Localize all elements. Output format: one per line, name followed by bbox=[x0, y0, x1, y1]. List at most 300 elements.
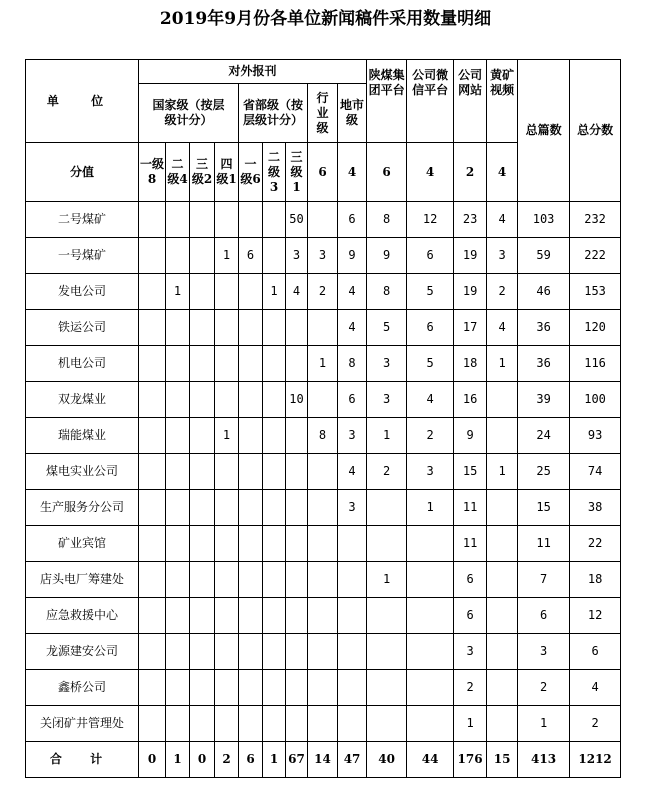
cell-national_1 bbox=[139, 598, 166, 634]
cell-provincial_1 bbox=[239, 670, 263, 706]
cell-video bbox=[487, 634, 518, 670]
cell-provincial_3 bbox=[286, 454, 308, 490]
cell-provincial_2 bbox=[263, 670, 286, 706]
cell-provincial_2 bbox=[263, 310, 286, 346]
cell-group_platform: 8 bbox=[367, 202, 407, 238]
cell-provincial_1 bbox=[239, 454, 263, 490]
unit-name: 煤电实业公司 bbox=[26, 454, 139, 490]
cell-wechat: 6 bbox=[407, 310, 454, 346]
cell-provincial_3: 10 bbox=[286, 382, 308, 418]
header-national: 国家级（按层级计分） bbox=[139, 84, 239, 143]
total-website: 176 bbox=[454, 742, 487, 778]
cell-wechat: 4 bbox=[407, 382, 454, 418]
cell-industry bbox=[308, 490, 338, 526]
cell-industry bbox=[308, 706, 338, 742]
cell-national_2 bbox=[166, 526, 190, 562]
cell-industry: 3 bbox=[308, 238, 338, 274]
cell-provincial_2 bbox=[263, 490, 286, 526]
cell-city: 6 bbox=[338, 382, 367, 418]
cell-total_articles: 36 bbox=[518, 310, 570, 346]
cell-national_2 bbox=[166, 490, 190, 526]
cell-national_1 bbox=[139, 490, 166, 526]
score-cell: 6 bbox=[308, 143, 338, 202]
cell-national_1 bbox=[139, 202, 166, 238]
total-wechat: 44 bbox=[407, 742, 454, 778]
cell-national_4 bbox=[215, 634, 239, 670]
cell-total_score: 74 bbox=[570, 454, 621, 490]
cell-total_articles: 11 bbox=[518, 526, 570, 562]
cell-national_4 bbox=[215, 562, 239, 598]
header-group-platform: 陕煤集团平台 bbox=[367, 60, 407, 143]
total-city: 47 bbox=[338, 742, 367, 778]
cell-national_4 bbox=[215, 382, 239, 418]
cell-national_3 bbox=[190, 310, 215, 346]
table-row bbox=[26, 454, 621, 490]
cell-city: 3 bbox=[338, 490, 367, 526]
cell-national_2 bbox=[166, 310, 190, 346]
cell-industry bbox=[308, 562, 338, 598]
cell-provincial_2 bbox=[263, 202, 286, 238]
cell-national_2 bbox=[166, 634, 190, 670]
total-industry: 14 bbox=[308, 742, 338, 778]
cell-provincial_3 bbox=[286, 310, 308, 346]
cell-national_1 bbox=[139, 670, 166, 706]
cell-industry bbox=[308, 382, 338, 418]
cell-provincial_1 bbox=[239, 418, 263, 454]
cell-total_score: 4 bbox=[570, 670, 621, 706]
cell-national_1 bbox=[139, 382, 166, 418]
cell-website: 6 bbox=[454, 598, 487, 634]
cell-wechat bbox=[407, 562, 454, 598]
cell-provincial_2 bbox=[263, 706, 286, 742]
cell-national_4 bbox=[215, 310, 239, 346]
cell-national_4 bbox=[215, 670, 239, 706]
cell-website: 11 bbox=[454, 490, 487, 526]
header-total-score: 总分数 bbox=[570, 60, 621, 202]
cell-video bbox=[487, 382, 518, 418]
score-cell: 一级8 bbox=[139, 143, 166, 202]
cell-national_2 bbox=[166, 706, 190, 742]
cell-wechat: 1 bbox=[407, 490, 454, 526]
cell-provincial_1 bbox=[239, 310, 263, 346]
cell-industry bbox=[308, 454, 338, 490]
cell-national_2 bbox=[166, 346, 190, 382]
cell-group_platform bbox=[367, 598, 407, 634]
cell-wechat bbox=[407, 634, 454, 670]
cell-city bbox=[338, 598, 367, 634]
unit-name: 发电公司 bbox=[26, 274, 139, 310]
unit-name: 一号煤矿 bbox=[26, 238, 139, 274]
cell-national_2 bbox=[166, 418, 190, 454]
cell-total_score: 153 bbox=[570, 274, 621, 310]
cell-national_3 bbox=[190, 454, 215, 490]
cell-wechat bbox=[407, 706, 454, 742]
cell-total_score: 120 bbox=[570, 310, 621, 346]
cell-national_2 bbox=[166, 238, 190, 274]
cell-national_1 bbox=[139, 454, 166, 490]
cell-city bbox=[338, 526, 367, 562]
cell-provincial_1: 6 bbox=[239, 238, 263, 274]
cell-website: 18 bbox=[454, 346, 487, 382]
score-cell: 6 bbox=[367, 143, 407, 202]
table-row bbox=[26, 526, 621, 562]
cell-total_score: 38 bbox=[570, 490, 621, 526]
cell-provincial_2 bbox=[263, 634, 286, 670]
unit-name: 瑞能煤业 bbox=[26, 418, 139, 454]
cell-video bbox=[487, 670, 518, 706]
cell-provincial_3: 3 bbox=[286, 238, 308, 274]
cell-national_4 bbox=[215, 202, 239, 238]
cell-national_3 bbox=[190, 274, 215, 310]
cell-provincial_1 bbox=[239, 634, 263, 670]
cell-wechat: 5 bbox=[407, 274, 454, 310]
cell-national_2 bbox=[166, 454, 190, 490]
cell-total_score: 18 bbox=[570, 562, 621, 598]
cell-website: 3 bbox=[454, 634, 487, 670]
header-industry: 行业级 bbox=[308, 84, 338, 143]
cell-wechat: 2 bbox=[407, 418, 454, 454]
unit-name: 店头电厂筹建处 bbox=[26, 562, 139, 598]
cell-group_platform: 3 bbox=[367, 382, 407, 418]
cell-video: 4 bbox=[487, 202, 518, 238]
table-row bbox=[26, 310, 621, 346]
cell-industry bbox=[308, 202, 338, 238]
cell-website: 6 bbox=[454, 562, 487, 598]
total-national_3: 0 bbox=[190, 742, 215, 778]
cell-national_3 bbox=[190, 670, 215, 706]
cell-video: 4 bbox=[487, 310, 518, 346]
total-row-label: 合 计 bbox=[26, 742, 139, 778]
table-row bbox=[26, 382, 621, 418]
cell-group_platform bbox=[367, 526, 407, 562]
table-row bbox=[26, 670, 621, 706]
cell-total_articles: 25 bbox=[518, 454, 570, 490]
cell-total_articles: 103 bbox=[518, 202, 570, 238]
header-city: 地市级 bbox=[338, 84, 367, 143]
cell-national_1 bbox=[139, 238, 166, 274]
cell-city: 8 bbox=[338, 346, 367, 382]
cell-video: 1 bbox=[487, 454, 518, 490]
total-national_1: 0 bbox=[139, 742, 166, 778]
cell-video bbox=[487, 706, 518, 742]
cell-provincial_2 bbox=[263, 598, 286, 634]
cell-national_2 bbox=[166, 382, 190, 418]
unit-name: 机电公司 bbox=[26, 346, 139, 382]
cell-wechat: 12 bbox=[407, 202, 454, 238]
cell-video bbox=[487, 598, 518, 634]
cell-provincial_2 bbox=[263, 562, 286, 598]
cell-provincial_3: 4 bbox=[286, 274, 308, 310]
cell-website: 9 bbox=[454, 418, 487, 454]
total-group_platform: 40 bbox=[367, 742, 407, 778]
cell-total_articles: 39 bbox=[518, 382, 570, 418]
cell-national_3 bbox=[190, 238, 215, 274]
table-row bbox=[26, 490, 621, 526]
cell-provincial_1 bbox=[239, 526, 263, 562]
cell-total_score: 222 bbox=[570, 238, 621, 274]
cell-total_articles: 7 bbox=[518, 562, 570, 598]
cell-national_1 bbox=[139, 706, 166, 742]
cell-provincial_1 bbox=[239, 598, 263, 634]
cell-city: 3 bbox=[338, 418, 367, 454]
cell-national_3 bbox=[190, 346, 215, 382]
cell-provincial_2 bbox=[263, 526, 286, 562]
cell-group_platform: 1 bbox=[367, 418, 407, 454]
cell-national_1 bbox=[139, 274, 166, 310]
table-row bbox=[26, 346, 621, 382]
cell-wechat bbox=[407, 526, 454, 562]
unit-name: 二号煤矿 bbox=[26, 202, 139, 238]
cell-national_4: 1 bbox=[215, 238, 239, 274]
total-provincial_1: 6 bbox=[239, 742, 263, 778]
cell-city: 4 bbox=[338, 310, 367, 346]
cell-provincial_1 bbox=[239, 490, 263, 526]
table-row bbox=[26, 418, 621, 454]
total-total_score: 1212 bbox=[570, 742, 621, 778]
cell-national_2 bbox=[166, 598, 190, 634]
cell-provincial_3 bbox=[286, 526, 308, 562]
cell-national_2 bbox=[166, 562, 190, 598]
cell-provincial_3 bbox=[286, 598, 308, 634]
header-unit: 单 位 bbox=[26, 60, 139, 143]
cell-total_score: 100 bbox=[570, 382, 621, 418]
cell-national_3 bbox=[190, 562, 215, 598]
cell-industry bbox=[308, 526, 338, 562]
cell-city: 6 bbox=[338, 202, 367, 238]
cell-total_score: 6 bbox=[570, 634, 621, 670]
cell-group_platform: 9 bbox=[367, 238, 407, 274]
cell-group_platform bbox=[367, 490, 407, 526]
table-row bbox=[26, 274, 621, 310]
page-title: 2019年9月份各单位新闻稿件采用数量明细 bbox=[159, 9, 492, 29]
cell-total_articles: 36 bbox=[518, 346, 570, 382]
cell-industry: 8 bbox=[308, 418, 338, 454]
cell-provincial_1 bbox=[239, 562, 263, 598]
cell-national_3 bbox=[190, 706, 215, 742]
cell-industry: 2 bbox=[308, 274, 338, 310]
unit-name: 鑫桥公司 bbox=[26, 670, 139, 706]
cell-wechat: 5 bbox=[407, 346, 454, 382]
cell-provincial_1 bbox=[239, 706, 263, 742]
table-row bbox=[26, 634, 621, 670]
cell-video bbox=[487, 562, 518, 598]
unit-name: 关闭矿井管理处 bbox=[26, 706, 139, 742]
cell-video: 1 bbox=[487, 346, 518, 382]
cell-national_2 bbox=[166, 202, 190, 238]
total-national_4: 2 bbox=[215, 742, 239, 778]
cell-national_4 bbox=[215, 706, 239, 742]
cell-website: 2 bbox=[454, 670, 487, 706]
cell-total_articles: 59 bbox=[518, 238, 570, 274]
cell-national_3 bbox=[190, 598, 215, 634]
cell-website: 1 bbox=[454, 706, 487, 742]
cell-total_articles: 15 bbox=[518, 490, 570, 526]
cell-website: 23 bbox=[454, 202, 487, 238]
cell-national_4: 1 bbox=[215, 418, 239, 454]
header-wechat: 公司微信平台 bbox=[407, 60, 454, 143]
cell-group_platform: 3 bbox=[367, 346, 407, 382]
cell-national_1 bbox=[139, 634, 166, 670]
cell-national_4 bbox=[215, 274, 239, 310]
cell-national_3 bbox=[190, 202, 215, 238]
cell-group_platform: 8 bbox=[367, 274, 407, 310]
cell-website: 19 bbox=[454, 238, 487, 274]
score-cell: 2 bbox=[454, 143, 487, 202]
cell-provincial_3 bbox=[286, 670, 308, 706]
cell-provincial_1 bbox=[239, 346, 263, 382]
cell-provincial_1 bbox=[239, 274, 263, 310]
cell-city bbox=[338, 634, 367, 670]
cell-group_platform bbox=[367, 634, 407, 670]
header-video: 黄矿视频 bbox=[487, 60, 518, 143]
cell-national_2: 1 bbox=[166, 274, 190, 310]
cell-wechat bbox=[407, 670, 454, 706]
cell-total_score: 2 bbox=[570, 706, 621, 742]
cell-total_articles: 3 bbox=[518, 634, 570, 670]
score-row-label: 分值 bbox=[26, 143, 139, 202]
cell-group_platform: 2 bbox=[367, 454, 407, 490]
cell-national_1 bbox=[139, 346, 166, 382]
cell-national_3 bbox=[190, 490, 215, 526]
header-provincial: 省部级（按层级计分） bbox=[239, 84, 308, 143]
header-website: 公司网站 bbox=[454, 60, 487, 143]
cell-video: 3 bbox=[487, 238, 518, 274]
cell-city bbox=[338, 562, 367, 598]
cell-city: 4 bbox=[338, 274, 367, 310]
header-external-press: 对外报刊 bbox=[139, 60, 367, 84]
total-provincial_2: 1 bbox=[263, 742, 286, 778]
cell-provincial_3 bbox=[286, 490, 308, 526]
cell-video bbox=[487, 418, 518, 454]
cell-national_4 bbox=[215, 490, 239, 526]
cell-group_platform: 1 bbox=[367, 562, 407, 598]
cell-city: 9 bbox=[338, 238, 367, 274]
cell-national_1 bbox=[139, 526, 166, 562]
cell-national_3 bbox=[190, 418, 215, 454]
table-row bbox=[26, 238, 621, 274]
cell-provincial_2 bbox=[263, 418, 286, 454]
cell-website: 16 bbox=[454, 382, 487, 418]
score-cell: 4 bbox=[407, 143, 454, 202]
cell-provincial_3 bbox=[286, 418, 308, 454]
total-national_2: 1 bbox=[166, 742, 190, 778]
table-row bbox=[26, 598, 621, 634]
table-row bbox=[26, 562, 621, 598]
cell-national_3 bbox=[190, 634, 215, 670]
cell-industry bbox=[308, 634, 338, 670]
cell-national_4 bbox=[215, 346, 239, 382]
cell-national_4 bbox=[215, 454, 239, 490]
cell-provincial_2 bbox=[263, 346, 286, 382]
cell-total_articles: 46 bbox=[518, 274, 570, 310]
cell-provincial_2: 1 bbox=[263, 274, 286, 310]
cell-total_articles: 1 bbox=[518, 706, 570, 742]
cell-total_score: 93 bbox=[570, 418, 621, 454]
cell-website: 19 bbox=[454, 274, 487, 310]
unit-name: 双龙煤业 bbox=[26, 382, 139, 418]
news-stats-table bbox=[25, 59, 621, 778]
total-row bbox=[26, 742, 621, 778]
cell-provincial_3: 50 bbox=[286, 202, 308, 238]
cell-total_articles: 2 bbox=[518, 670, 570, 706]
cell-national_4 bbox=[215, 598, 239, 634]
cell-city: 4 bbox=[338, 454, 367, 490]
unit-name: 应急救援中心 bbox=[26, 598, 139, 634]
score-cell: 4 bbox=[487, 143, 518, 202]
header-total-articles: 总篇数 bbox=[518, 60, 570, 202]
cell-provincial_3 bbox=[286, 346, 308, 382]
cell-national_1 bbox=[139, 418, 166, 454]
cell-industry bbox=[308, 598, 338, 634]
cell-video: 2 bbox=[487, 274, 518, 310]
cell-industry bbox=[308, 670, 338, 706]
unit-name: 铁运公司 bbox=[26, 310, 139, 346]
score-cell: 一级6 bbox=[239, 143, 263, 202]
cell-group_platform bbox=[367, 670, 407, 706]
cell-website: 11 bbox=[454, 526, 487, 562]
cell-national_3 bbox=[190, 382, 215, 418]
cell-national_2 bbox=[166, 670, 190, 706]
cell-wechat bbox=[407, 598, 454, 634]
cell-national_3 bbox=[190, 526, 215, 562]
unit-name: 生产服务分公司 bbox=[26, 490, 139, 526]
score-cell: 二级3 bbox=[263, 143, 286, 202]
cell-national_1 bbox=[139, 310, 166, 346]
cell-provincial_3 bbox=[286, 562, 308, 598]
cell-group_platform bbox=[367, 706, 407, 742]
cell-provincial_2 bbox=[263, 238, 286, 274]
cell-industry bbox=[308, 310, 338, 346]
cell-total_score: 116 bbox=[570, 346, 621, 382]
cell-national_4 bbox=[215, 526, 239, 562]
cell-city bbox=[338, 670, 367, 706]
cell-industry: 1 bbox=[308, 346, 338, 382]
score-cell: 二级4 bbox=[166, 143, 190, 202]
cell-website: 15 bbox=[454, 454, 487, 490]
score-cell: 三级1 bbox=[286, 143, 308, 202]
cell-total_articles: 6 bbox=[518, 598, 570, 634]
cell-group_platform: 5 bbox=[367, 310, 407, 346]
cell-wechat: 3 bbox=[407, 454, 454, 490]
cell-total_score: 12 bbox=[570, 598, 621, 634]
score-cell: 四级1 bbox=[215, 143, 239, 202]
cell-video bbox=[487, 490, 518, 526]
cell-website: 17 bbox=[454, 310, 487, 346]
total-video: 15 bbox=[487, 742, 518, 778]
table-row bbox=[26, 706, 621, 742]
total-provincial_3: 67 bbox=[286, 742, 308, 778]
cell-provincial_3 bbox=[286, 634, 308, 670]
cell-provincial_2 bbox=[263, 382, 286, 418]
total-total_articles: 413 bbox=[518, 742, 570, 778]
cell-total_score: 232 bbox=[570, 202, 621, 238]
score-cell: 4 bbox=[338, 143, 367, 202]
cell-provincial_2 bbox=[263, 454, 286, 490]
score-cell: 三级2 bbox=[190, 143, 215, 202]
cell-provincial_1 bbox=[239, 382, 263, 418]
cell-wechat: 6 bbox=[407, 238, 454, 274]
table-row bbox=[26, 202, 621, 238]
unit-name: 龙源建安公司 bbox=[26, 634, 139, 670]
cell-video bbox=[487, 526, 518, 562]
cell-city bbox=[338, 706, 367, 742]
cell-total_articles: 24 bbox=[518, 418, 570, 454]
unit-name: 矿业宾馆 bbox=[26, 526, 139, 562]
cell-total_score: 22 bbox=[570, 526, 621, 562]
cell-national_1 bbox=[139, 562, 166, 598]
cell-provincial_3 bbox=[286, 706, 308, 742]
cell-provincial_1 bbox=[239, 202, 263, 238]
